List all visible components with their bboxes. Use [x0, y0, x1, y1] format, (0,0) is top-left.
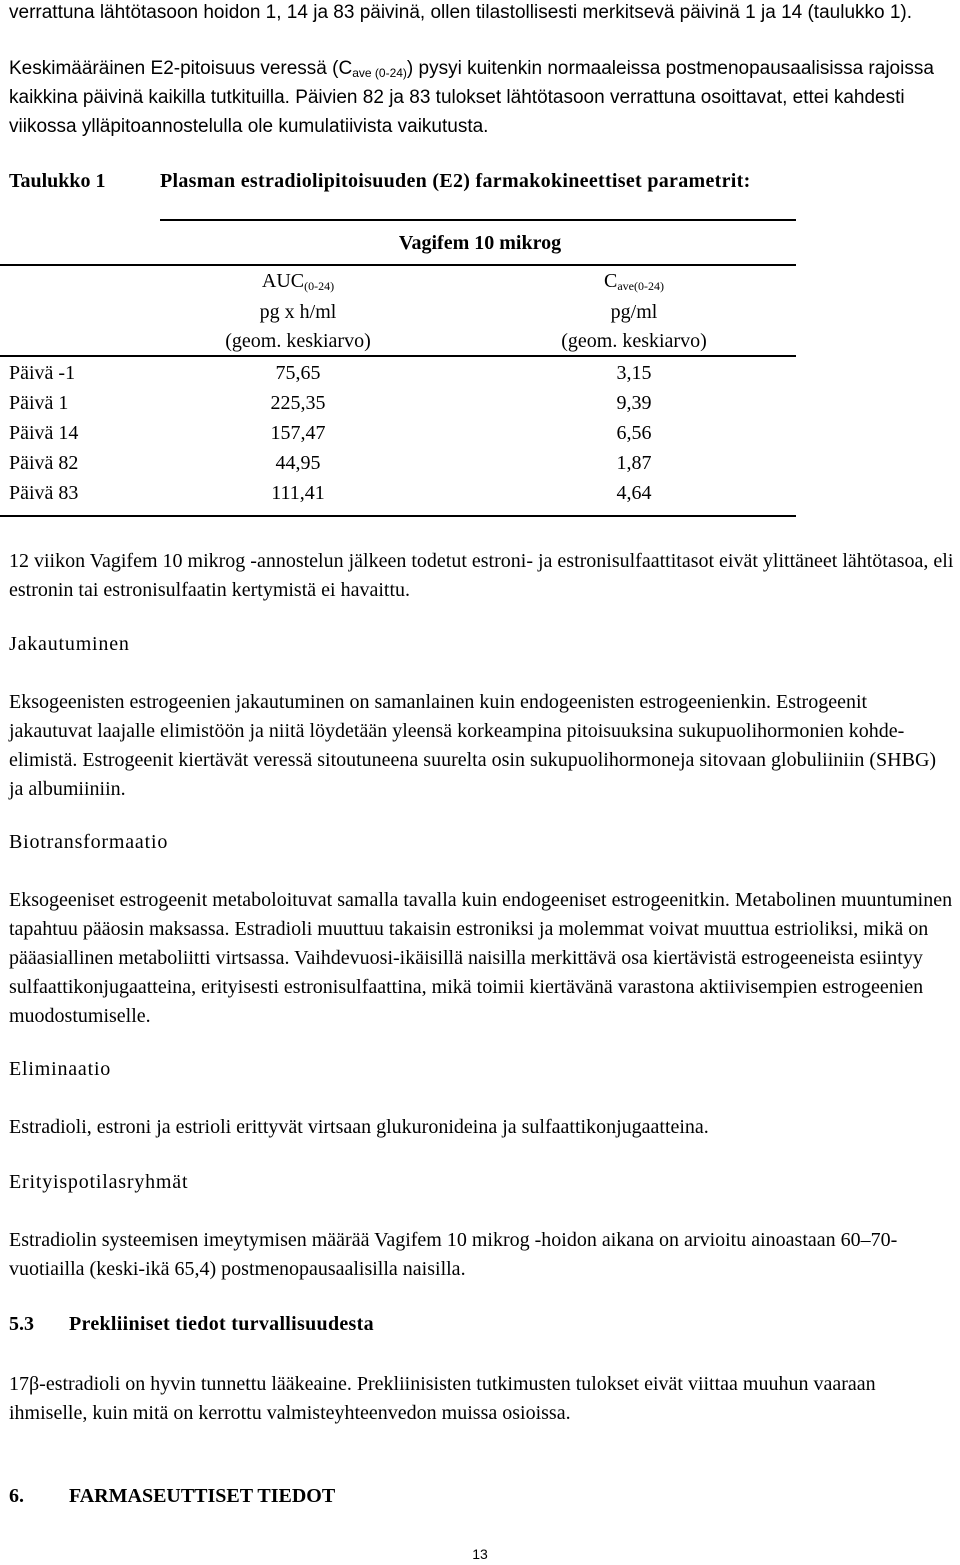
table-row-label: Päivä 82 [9, 452, 79, 474]
table-cell-auc: 225,35 [270, 392, 326, 414]
table-row-label: Päivä 83 [9, 482, 79, 504]
section-text-5-3: 17β-estradioli on hyvin tunnettu lääkeaine. Prekliinisisten tutkimusten tulokset eivät viittaa muuhun vaaraan ihmiselle, kuin mitä on kerrottu valmisteyhteenvedon muissa osioissa. [9, 1373, 876, 1424]
column-header-cave [524, 270, 744, 293]
section-title-6: FARMASEUTTISET TIEDOT [69, 1485, 336, 1507]
column-note-cave: (geom. keskiarvo) [561, 330, 707, 352]
section-number-6: 6. [9, 1485, 24, 1507]
table-group-header: Vagifem 10 mikrog [398, 232, 562, 254]
column-note-auc: (geom. keskiarvo) [225, 330, 371, 352]
table-header-rule [0, 355, 796, 357]
after-table-paragraph: 12 viikon Vagifem 10 mikrog -annostelun jälkeen todetut estroni- ja estronisulfaattitasot eivät ylittäneet lähtötasoa, eli estronin tai estronisulfaatin kertymistä ei havaittu. [9, 550, 954, 601]
section-heading-eliminaatio: Eliminaatio [9, 1058, 112, 1080]
table-cell-cave: 9,39 [616, 392, 652, 414]
table-cell-cave: 1,87 [616, 452, 652, 474]
column-unit-cave: pg/ml [610, 301, 658, 323]
section-heading-biotransformaatio: Biotransformaatio [9, 831, 169, 853]
table-cell-auc: 44,95 [275, 452, 321, 474]
table-bottom-rule [0, 515, 796, 517]
table-cell-auc: 111,41 [271, 482, 325, 504]
intro-paragraph-e2 [9, 54, 954, 141]
table-row-label: Päivä 1 [9, 392, 69, 414]
intro-paragraph-continued: verrattuna lähtötasoon hoidon 1, 14 ja 83 päivinä, ollen tilastollisesti merkitsevä päivinä 1 ja 14 (taulukko 1). [9, 2, 913, 23]
table-row-label: Päivä 14 [9, 422, 79, 444]
table-label: Taulukko 1 [9, 170, 106, 192]
intro-text-post: ) pysyi kuitenkin normaaleissa postmenopausaalisissa rajoissa kaikkina päivinä kaikilla tutkituilla. Päivien 82 ja 83 tulokset lähtötasoon verrattuna osoittavat, ettei kahdesti viikossa ylläpitoannostelulla ole kumulatiivista vaikutusta. [9, 58, 934, 137]
intro-text-pre: Keskimääräinen E2-pitoisuus veressä (C [9, 58, 353, 79]
cave-name: C [604, 270, 618, 292]
section-number-5-3: 5.3 [9, 1313, 34, 1335]
table-cell-cave: 3,15 [616, 362, 652, 384]
intro-subscript: ave (0-24) [352, 66, 407, 80]
section-text-erityispotilasryhmat: Estradiolin systeemisen imeytymisen määrää Vagifem 10 mikrog -hoidon aikana on arvioitu ainoastaan 60–70-vuotiailla (keski-ikä 65,4) postmenopausaalisilla naisilla. [9, 1229, 898, 1280]
section-text-biotransformaatio: Eksogeeniset estrogeenit metaboloituvat samalla tavalla kuin endogeeniset estrogeenitkin. Metabolinen muuntuminen tapahtuu pääosin maksassa. Estradioli muuttuu takaisin estroniksi ja molemmat voivat muuttua estrioliksi, mikä on pääasiallinen metaboliitti virtsassa. Vaihdevuosi-ikäisillä naisilla merkittävä osa kiertävistä estrogeeneista esiintyy sulfaattikonjugaatteina, erityisesti estronisulfaattina, mikä toimii kiertävänä varastona aktiivisempien estrogeenien muodostumiselle. [9, 889, 953, 1027]
section-title-5-3: Prekliiniset tiedot turvallisuudesta [69, 1313, 374, 1335]
section-heading-erityispotilasryhmat: Erityispotilasryhmät [9, 1171, 189, 1193]
table-title: Plasman estradiolipitoisuuden (E2) farmakokineettiset parametrit: [160, 170, 751, 192]
table-cell-cave: 6,56 [616, 422, 652, 444]
auc-name: AUC [261, 270, 305, 292]
table-cell-auc: 157,47 [270, 422, 326, 444]
table-cell-cave: 4,64 [616, 482, 652, 504]
page-number: 13 [472, 1546, 488, 1562]
section-heading-jakautuminen: Jakautuminen [9, 633, 130, 655]
table-row-label: Päivä -1 [9, 362, 76, 384]
table-top-rule [160, 219, 796, 221]
table-group-rule [0, 264, 796, 266]
section-text-eliminaatio: Estradioli, estroni ja estrioli erittyvät virtsaan glukuronideina ja sulfaattikonjugaatteina. [9, 1116, 709, 1138]
column-header-auc [188, 270, 408, 293]
column-unit-auc: pg x h/ml [259, 301, 337, 323]
table-cell-auc: 75,65 [275, 362, 321, 384]
cave-subscript: ave(0-24) [617, 279, 664, 293]
auc-subscript: (0-24) [304, 279, 335, 293]
section-text-jakautuminen: Eksogeenisten estrogeenien jakautuminen on samanlainen kuin endogeenisten estrogeenienkin. Estrogeenit jakautuvat laajalle elimistöön ja niitä löydetään yleensä korkeampina pitoisuuksina sukupuolihormonien kohde-elimistä. Estrogeenit kiertävät veressä sitoutuneena suurelta osin sukupuolihormoneja sitovaan globuliiniin (SHBG) ja albumiiniin. [9, 691, 937, 800]
